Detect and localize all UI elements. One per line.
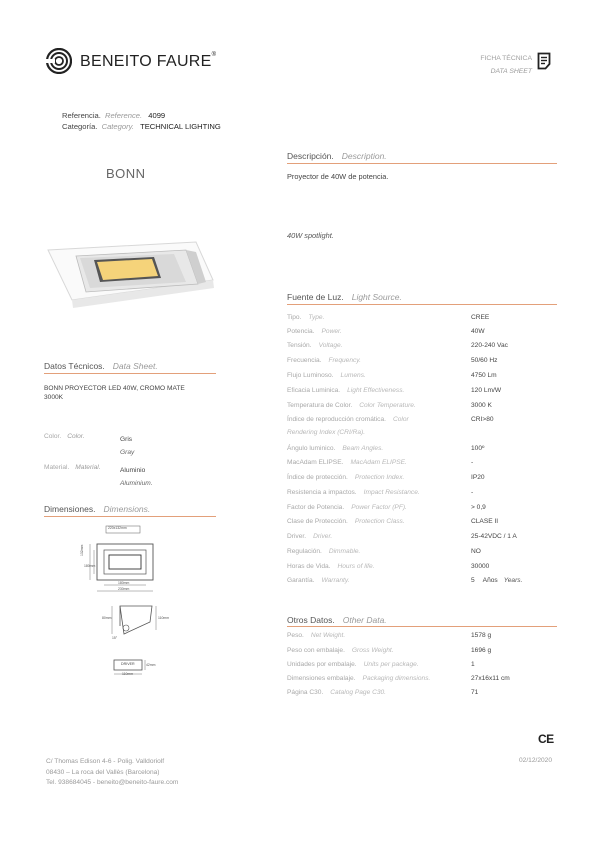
other-label-en: Gross Weight. (351, 647, 394, 654)
spec-value: 30000 (471, 563, 490, 570)
spec-label-en: Type. (308, 314, 325, 321)
dimension-drawing (80, 522, 170, 677)
product-name: BONN (106, 166, 146, 181)
spec-label: Driver. (287, 533, 307, 540)
otros-title (287, 615, 387, 625)
spec-label: MacAdam ELIPSE. (287, 459, 344, 466)
other-row (287, 647, 557, 660)
sheet-type-en: DATA SHEET (490, 68, 532, 75)
spec-row (287, 548, 557, 561)
fuente-title-en: Light Source. (351, 292, 402, 302)
spec-label: Flujo Luminoso. (287, 372, 334, 379)
datos-line-1: BONN PROYECTOR LED 40W, CROMO MATE (44, 385, 185, 392)
footer-line-2: 08430 – La roca del Vallès (Barcelona) (46, 768, 160, 776)
dim-width-inner: 180mm (118, 581, 130, 585)
spec-label: Clase de Protección. (287, 518, 348, 525)
other-label: Peso. (287, 632, 304, 639)
other-value: 71 (471, 689, 479, 696)
material-label-es: Material. (44, 464, 70, 471)
spec-value: 5 (471, 577, 475, 584)
other-row (287, 675, 557, 688)
spec-row (287, 533, 557, 546)
spec-row (287, 563, 557, 576)
other-label: Peso con embalaje. (287, 647, 345, 654)
fuente-title-es: Fuente de Luz. (287, 292, 344, 302)
spec-label: Garantía. (287, 577, 315, 584)
other-label: Dimensiones embalaje. (287, 675, 356, 682)
spec-row (287, 577, 557, 590)
other-label-en: Packaging dimensions. (362, 675, 431, 682)
spec-label-en: Impact Resistance. (363, 489, 420, 496)
footer-line-1: C/ Thomas Edison 4-6 - Polig. Valldoriolf (46, 758, 165, 765)
dimensiones-title (44, 504, 150, 514)
other-value: 1696 g (471, 647, 492, 654)
spec-row (287, 445, 557, 458)
datos-description (44, 384, 185, 402)
spec-label: Índice de protección. (287, 474, 348, 481)
spec-value: - (471, 459, 474, 466)
document-icon (537, 52, 551, 72)
material-label-en: Material. (75, 464, 101, 471)
reference-value: 4099 (148, 111, 166, 120)
footer-line-3: Tel. 938684045 - beneito@beneito-faure.com (46, 779, 179, 786)
spec-label-en: Power Factor (PF). (351, 504, 407, 511)
dim-height-b: 180mm (84, 564, 96, 568)
trademark: ® (211, 52, 217, 58)
spec-row (287, 328, 557, 341)
spec-label-en: Lumens. (340, 372, 366, 379)
dim-height-a: 132mm (80, 544, 84, 556)
color-label-en: Color. (67, 433, 85, 440)
dim-tilt: 15° (112, 636, 118, 640)
spec-row (287, 314, 557, 327)
otros-title-es: Otros Datos. (287, 615, 335, 625)
datos-title-es: Datos Técnicos. (44, 361, 105, 371)
spec-value: CLASE II (471, 518, 499, 525)
spec-value: - (471, 489, 474, 496)
datos-title-en: Data Sheet. (112, 361, 158, 371)
spec-row (287, 342, 557, 355)
spec-label: Factor de Potencia. (287, 504, 345, 511)
product-image (46, 238, 216, 310)
other-row (287, 632, 557, 645)
other-label-en: Units per package. (363, 661, 419, 668)
spec-value: 3000 K (471, 402, 492, 409)
dim-side: 110mm (158, 616, 170, 620)
spec-value: 4750 Lm (471, 372, 497, 379)
spec-label-en: Hours of life. (337, 563, 375, 570)
spec-label: Tipo. (287, 314, 302, 321)
fuente-divider (287, 304, 557, 305)
spec-value: CREE (471, 314, 490, 321)
spec-label-en: Warranty. (321, 577, 350, 584)
spec-label-en: Beam Angles. (342, 445, 384, 452)
spec-row (287, 489, 557, 502)
category-line (62, 121, 221, 132)
dim-driver-width: 110mm (122, 672, 134, 676)
datos-divider (44, 373, 216, 374)
spec-label-en: Color (392, 416, 409, 423)
spec-label-en: Voltage. (318, 342, 343, 349)
dim-driver-label: DRIVER (121, 662, 135, 666)
spec-label-en: Power. (321, 328, 342, 335)
brand-name (80, 53, 216, 71)
spec-label-en: Frequency. (328, 357, 361, 364)
other-label-en: Net Weight. (310, 632, 346, 639)
color-value (120, 433, 134, 459)
fuente-title (287, 292, 402, 302)
reference-label: Referencia. (62, 111, 101, 120)
category-label-en: Category. (101, 122, 134, 131)
spec-value: IP20 (471, 474, 485, 481)
brand-logo-icon (46, 48, 72, 74)
spec-label: Tensión. (287, 342, 312, 349)
spec-row-continuation (287, 429, 557, 442)
spec-row (287, 402, 557, 415)
spec-label: Potencia. (287, 328, 315, 335)
spec-row (287, 416, 557, 429)
footer-date: 02/12/2020 (518, 757, 552, 764)
spec-value: > 0,9 (471, 504, 486, 511)
other-row (287, 661, 557, 674)
description-title (287, 151, 387, 161)
material-value-es: Aluminio (120, 467, 146, 474)
spec-value-unit-es: Años (482, 577, 498, 584)
color-value-en: Gray (120, 449, 135, 456)
spec-value-unit-en: Years. (503, 577, 523, 584)
spec-label: Temperatura de Color. (287, 402, 353, 409)
spec-label: Horas de Vida. (287, 563, 331, 570)
spec-label: Índice de reproducción cromática. (287, 416, 386, 423)
color-value-es: Gris (120, 436, 133, 443)
meta-block (62, 110, 221, 132)
spec-label: Resistencia a impactos. (287, 489, 357, 496)
otros-title-en: Other Data. (342, 615, 387, 625)
dimensiones-title-en: Dimensions. (103, 504, 151, 514)
sheet-type (440, 52, 532, 78)
other-value: 1578 g (471, 632, 492, 639)
spec-label-en: MacAdam ELIPSE. (350, 459, 407, 466)
spec-label: Regulación. (287, 548, 322, 555)
other-value: 1 (471, 661, 475, 668)
spec-value: CRI>80 (471, 416, 494, 423)
other-label-en: Catalog Page C30. (330, 689, 387, 696)
spec-value: 120 Lm/W (471, 387, 502, 394)
spec-label-en: Driver. (313, 533, 333, 540)
other-label: Unidades por embalaje. (287, 661, 357, 668)
otros-divider (287, 626, 557, 627)
brand-logo (46, 48, 72, 74)
material-value (120, 464, 153, 490)
category-value: TECHNICAL LIGHTING (140, 122, 221, 131)
spec-label: Eficacia Luminica. (287, 387, 341, 394)
spec-value: 50/60 Hz (471, 357, 498, 364)
material-label (44, 464, 101, 471)
sheet-type-es: FICHA TÉCNICA (480, 55, 532, 62)
reference-line (62, 110, 221, 121)
dim-cutout: 220x132mm (108, 526, 127, 530)
reference-label-en: Reference. (104, 111, 143, 120)
spec-value: NO (471, 548, 481, 555)
other-row (287, 689, 557, 702)
spec-label: Ángulo luminico. (287, 445, 336, 452)
spec-row (287, 518, 557, 531)
dim-width-outer: 230mm (118, 587, 130, 591)
color-label (44, 433, 85, 440)
spec-label-en: Protection Index. (354, 474, 405, 481)
brand-name-text: BENEITO FAURE (80, 53, 212, 70)
spec-label-en: Light Effectiveness. (347, 387, 405, 394)
description-divider (287, 163, 557, 164)
color-label-es: Color. (44, 433, 62, 440)
spec-label-en: Dimmable. (328, 548, 361, 555)
description-title-es: Descripción. (287, 151, 334, 161)
spec-value: 25-42VDC / 1 A (471, 533, 517, 540)
dim-depth: 80mm (102, 616, 112, 620)
footer-address (46, 757, 178, 789)
spec-value: 220-240 Vac (471, 342, 508, 349)
other-value: 27x16x11 cm (471, 675, 510, 682)
dim-driver-height: 42mm (146, 663, 156, 667)
description-text-en: 40W spotlight. (287, 231, 334, 240)
spec-label-en: Protection Class. (354, 518, 405, 525)
spec-label-en-cont: Rendering Index (CRI/Ra). (287, 429, 366, 436)
ce-mark: CE (538, 732, 554, 746)
material-value-en: Aluminium. (120, 480, 153, 487)
spec-row (287, 387, 557, 400)
spec-row (287, 504, 557, 517)
dimensiones-divider (44, 516, 216, 517)
spec-label: Frecuencia. (287, 357, 322, 364)
datos-title (44, 361, 158, 371)
spec-row (287, 372, 557, 385)
spec-value: 40W (471, 328, 485, 335)
dimensiones-title-es: Dimensiones. (44, 504, 96, 514)
description-text-es: Proyector de 40W de potencia. (287, 172, 389, 181)
datos-line-2: 3000K (44, 394, 64, 401)
spec-value: 100º (471, 445, 485, 452)
spec-row (287, 474, 557, 487)
category-label: Categoría. (62, 122, 98, 131)
description-title-en: Description. (341, 151, 387, 161)
spec-row (287, 459, 557, 472)
other-label: Página C30. (287, 689, 324, 696)
spec-row (287, 357, 557, 370)
spec-label-en: Color Temperature. (359, 402, 416, 409)
